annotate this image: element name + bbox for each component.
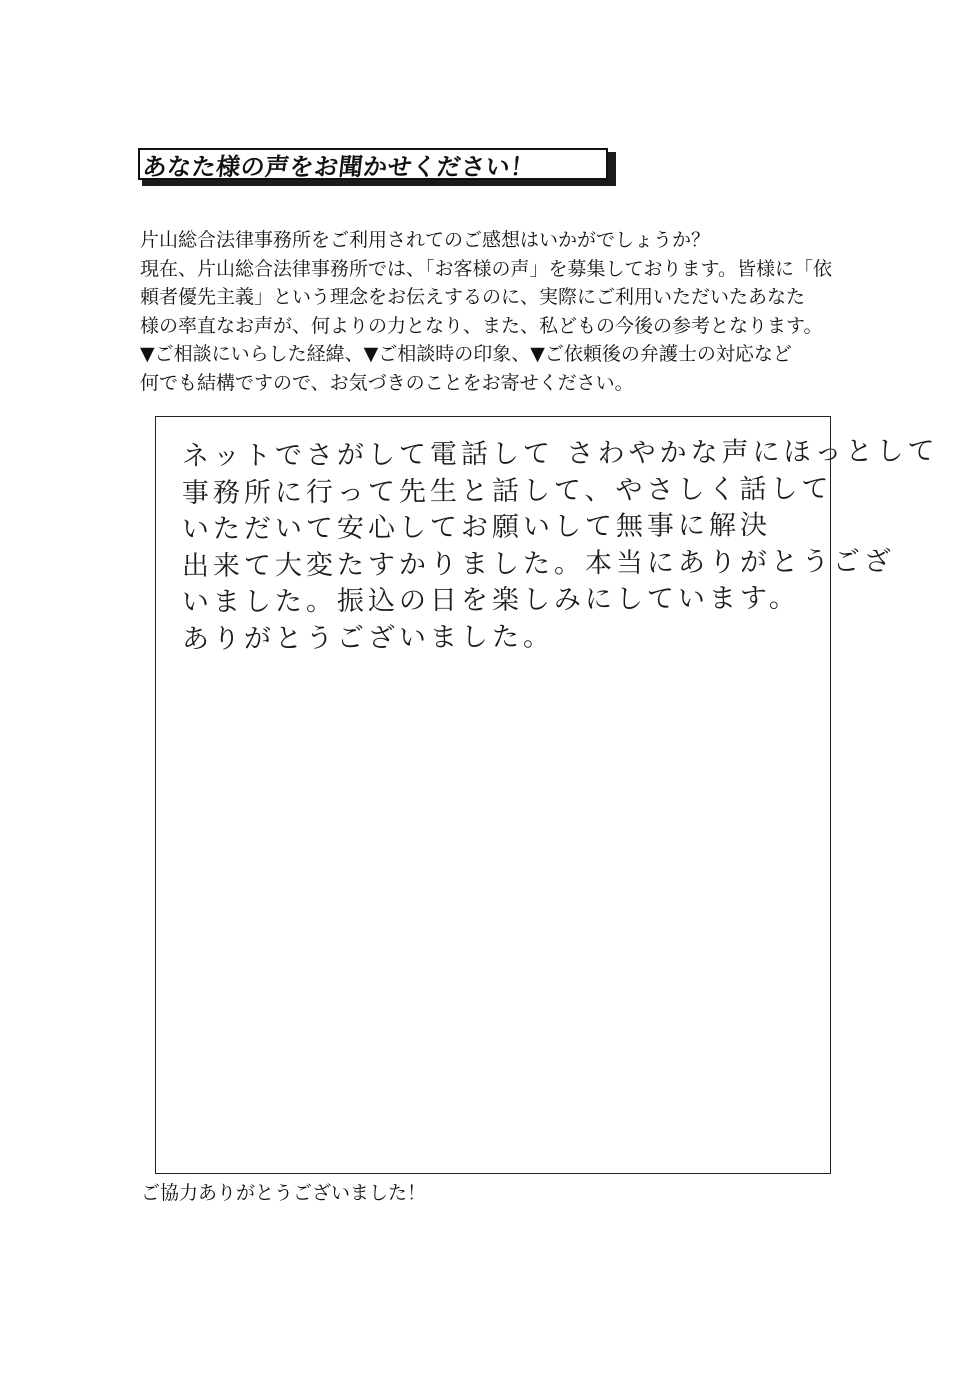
response-line: 事務所に行って先生と話して、やさしく話して [181, 472, 833, 509]
intro-paragraph [140, 226, 860, 397]
intro-line: 現在、片山総合法律事務所では、「お客様の声」を募集しております。皆様に「依 [140, 257, 832, 280]
intro-line: 何でも結構ですので、お気づきのことをお寄せください。 [140, 371, 634, 394]
response-line: 出来て大変たすかりました。本当にありがとうござ [181, 545, 896, 582]
handwritten-response [181, 435, 939, 658]
intro-line: 頼者優先主義」という理念をお伝えするのに、実際にご利用いただいたあなた [140, 286, 806, 308]
footer-thanks: ご協力ありがとうございました！ [141, 1182, 427, 1204]
title-banner-box [138, 148, 608, 180]
response-box [155, 416, 939, 1174]
intro-line: 片山総合法律事務所をご利用されてのご感想はいかがでしょうか？ [140, 229, 711, 251]
response-line: ありがとうございました。 [181, 620, 555, 655]
response-line: いただいて安心してお願いして無事に解決 [181, 509, 772, 545]
intro-line: 様の率直なお声が、何よりの力となり、また、私どもの今後の参考となります。 [140, 314, 823, 337]
intro-line: ▼ご相談にいらした経緯、▼ご相談時の印象、▼ご依頼後の弁護士の対応など [140, 343, 792, 365]
response-line: ネットでさがして電話して さわやかな声にほっとして [181, 435, 939, 472]
page-title: あなた様の声をお聞かせください！ [141, 152, 537, 181]
title-banner [138, 148, 618, 188]
response-line: いました。振込の日を楽しみにしています。 [181, 582, 800, 618]
